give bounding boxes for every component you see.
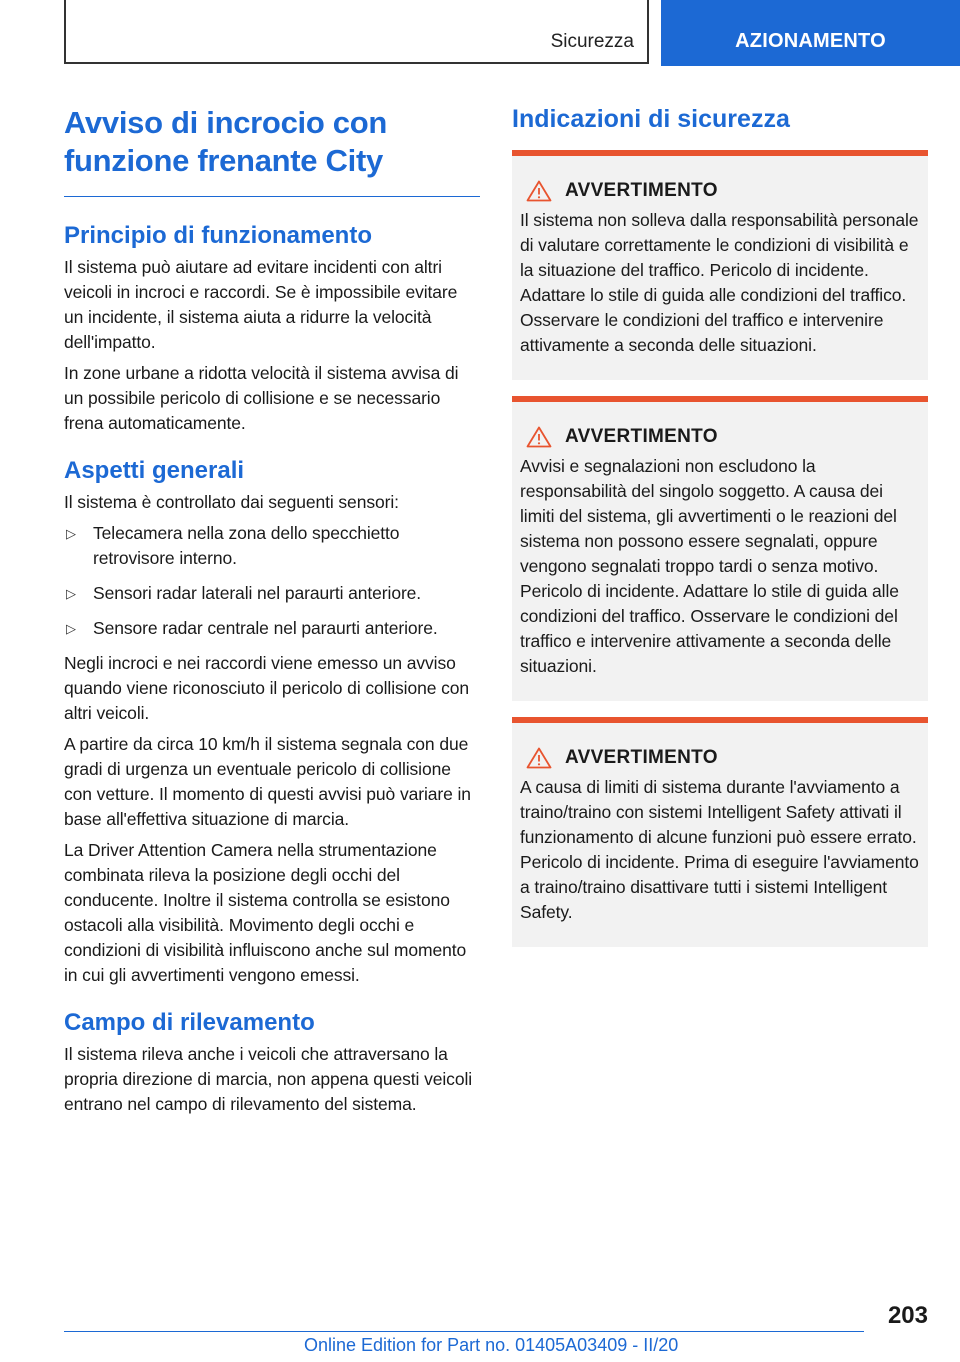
paragraph: Il sistema può aiutare ad evitare incidenti con altri veicoli in incroci e raccordi. Se è impossibile evitare un incidente, il sistema aiuta a ridurre la velocità dell'impatto. [64, 257, 458, 352]
warning-box [512, 396, 928, 701]
list-item-text: Sensori radar laterali nel paraurti anteriore. [93, 583, 422, 603]
footer-edition-text: Online Edition for Part no. 01405A03409 - II/20 [304, 1335, 679, 1355]
right-column [512, 104, 928, 947]
paragraph: Il sistema rileva anche i veicoli che attraversano la propria direzione di marcia, non appena questi veicoli entrano nel campo di rilevamento del sistema. [64, 1044, 473, 1114]
triangle-bullet-icon: ▷ [66, 526, 76, 541]
footer-divider [64, 1331, 864, 1332]
warning-box [512, 150, 928, 380]
paragraph: La Driver Attention Camera nella strumentazione combinata rileva la posizione degli occhi del conducente. Inoltre il sistema controlla se esistono ostacoli alla visibilità. Movimento degli occhi e condizioni di visibilità influiscono anche sul momento in cui gli avvertimenti vengono emessi. [64, 840, 467, 985]
list-item [64, 581, 480, 606]
paragraph: Negli incroci e nei raccordi viene emesso un avviso quando viene riconosciuto il pericolo di collisione con altri veicoli. [64, 653, 470, 723]
warning-text: A causa di limiti di sistema durante l'avviamento a traino/traino con sistemi Intelligent Safety attivati il funzionamento di alcune funzioni può essere errato. Pericolo di incidente. Prima di eseguire l'avviamento a traino/traino disattivare tutti i sistemi Intelligent Safety. [520, 777, 919, 922]
sensor-list [64, 521, 480, 641]
left-column [64, 104, 480, 1123]
page-number: 203 [887, 1302, 928, 1329]
list-item-text: Telecamera nella zona dello specchietto retrovisore interno. [93, 523, 400, 568]
list-item [64, 616, 480, 641]
safety-section-title: Indicazioni di sicurezza [512, 105, 790, 133]
warning-text: Avvisi e segnalazioni non escludono la responsabilità del singolo soggetto. A causa dei limiti del sistema, gli avvertimenti o le reazioni del sistema non possono essere segnalati, oppure vengono segnalati troppo tardi o senza motivo. Pericolo di incidente. Adattare lo stile di guida alle condizioni del traffico. Osservare le condizioni del traffico e intervenire attivamente a seconda delle situazioni. [520, 456, 899, 676]
warning-label: AVVERTIMENTO [565, 747, 718, 768]
warning-header [520, 747, 920, 769]
section-heading-campo: Campo di rilevamento [64, 1009, 315, 1036]
paragraph: Il sistema è controllato dai seguenti sensori: [64, 492, 399, 512]
paragraph: In zone urbane a ridotta velocità il sistema avvisa di un possibile pericolo di collisione e se necessario frena automaticamente. [64, 363, 459, 433]
header-section-label: Sicurezza [550, 31, 634, 52]
paragraph: A partire da circa 10 km/h il sistema segnala con due gradi di urgenza un eventuale pericolo di collisione con vetture. Il momento di questi avvisi può variare in base all'effettiva situazione di marcia. [64, 734, 471, 829]
warning-header [520, 180, 920, 202]
warning-triangle-icon [526, 426, 552, 448]
section-heading-principio: Principio di funzionamento [64, 222, 372, 249]
triangle-bullet-icon: ▷ [66, 586, 76, 601]
warning-label: AVVERTIMENTO [565, 426, 718, 447]
title-divider [64, 196, 480, 197]
triangle-bullet-icon: ▷ [66, 621, 76, 636]
header-section-box [64, 0, 649, 64]
warning-label: AVVERTIMENTO [565, 180, 718, 201]
section-heading-aspetti: Aspetti generali [64, 457, 245, 484]
warning-box [512, 717, 928, 947]
header-chapter-label: AZIONAMENTO [735, 30, 886, 52]
warning-header [520, 426, 920, 448]
warning-text: Il sistema non solleva dalla responsabilità personale di valutare correttamente le condizioni di visibilità e la situazione del traffico. Pericolo di incidente. Adattare lo stile di guida alle condizioni del traffico. Osservare le condizioni del traffico e intervenire attivamente a seconda delle situazioni. [520, 210, 919, 355]
list-item [64, 521, 480, 571]
page-title: Avviso di incrocio con funzione frenante City [64, 105, 387, 178]
warning-triangle-icon [526, 180, 552, 202]
header-chapter-tab [661, 0, 960, 66]
warning-triangle-icon [526, 747, 552, 769]
list-item-text: Sensore radar centrale nel paraurti anteriore. [93, 618, 438, 638]
